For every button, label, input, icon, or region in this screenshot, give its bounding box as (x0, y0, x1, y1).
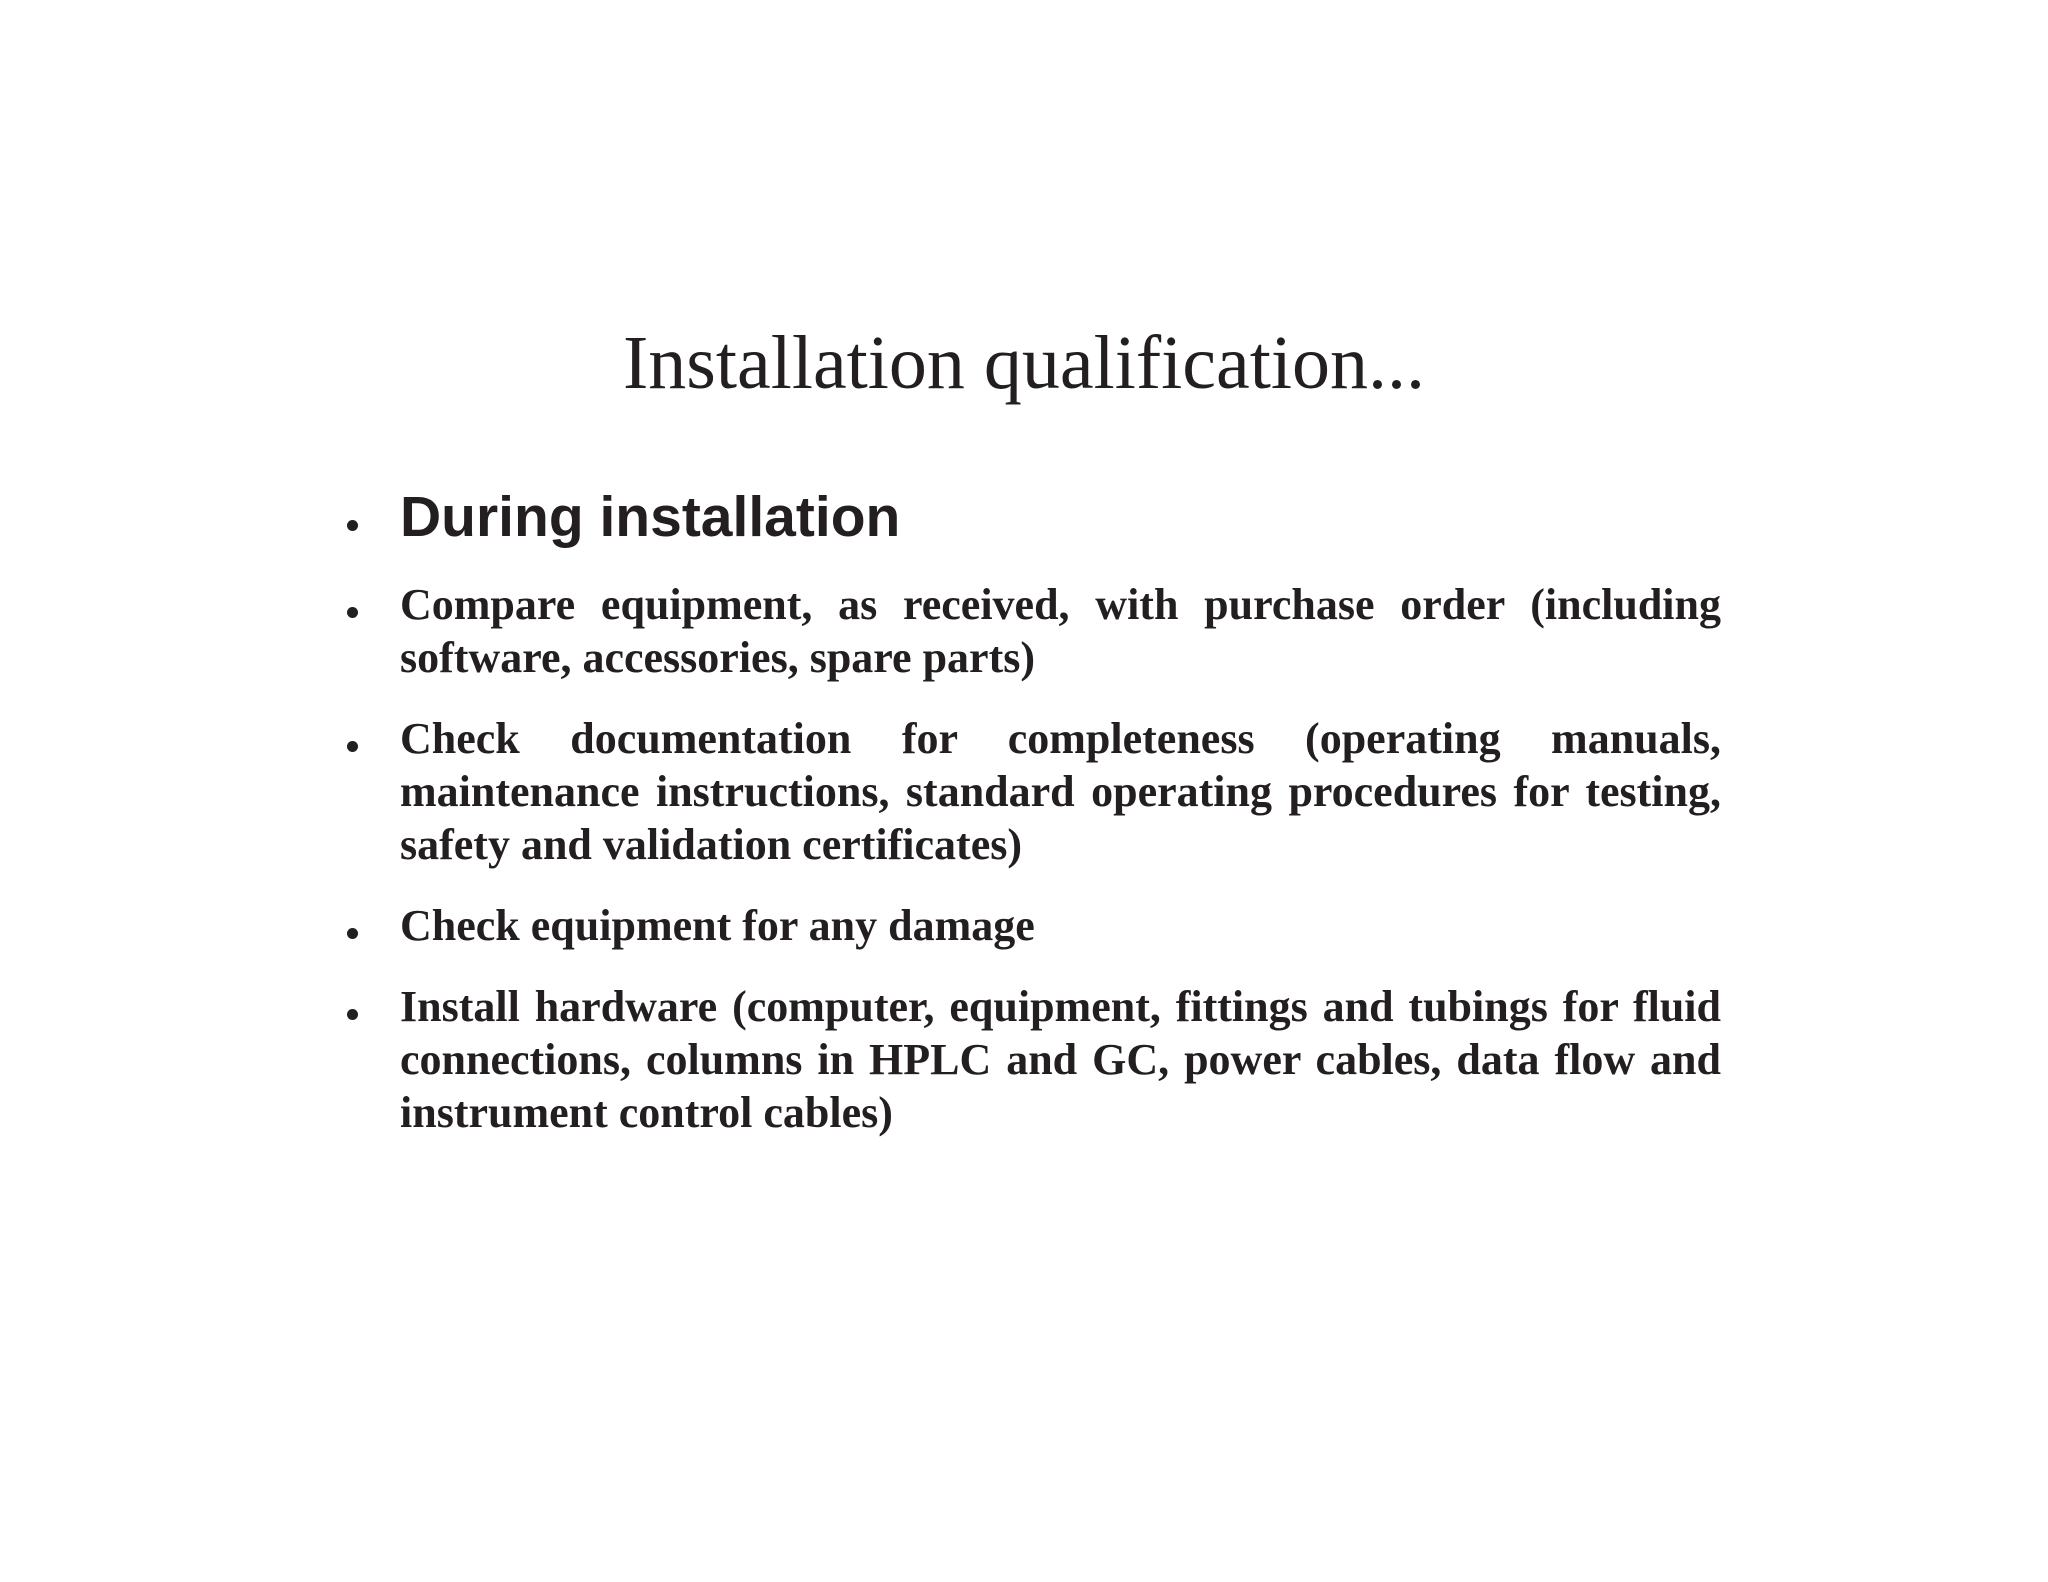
bullet-dot-icon (347, 1009, 358, 1020)
bullet-dot-icon (347, 928, 358, 939)
bullet-dot-icon (347, 607, 358, 618)
bullet-item (345, 712, 1721, 871)
bullet-dot-icon (347, 741, 358, 752)
bullet-heading-text: During installation (400, 485, 901, 549)
bullet-item-text: Check equipment for any damage (400, 901, 1035, 950)
bullet-list (345, 482, 1721, 1167)
bullet-item-text: Check documentation for completeness (operating manuals, maintenance instructions, standard operating procedures for testing, safety and validation certificates) (400, 714, 1721, 869)
bullet-item-text: Install hardware (computer, equipment, fittings and tubings for fluid connections, columns in HPLC and GC, power cables, data flow and instrument control cables) (400, 982, 1721, 1137)
bullet-item (345, 578, 1721, 684)
bullet-dot-icon (347, 520, 358, 531)
bullet-item (345, 899, 1721, 952)
bullet-item-text: Compare equipment, as received, with purchase order (including software, accessories, spare parts) (400, 580, 1721, 682)
bullet-item (345, 980, 1721, 1139)
bullet-heading (345, 482, 1721, 552)
slide-title: Installation qualification... (622, 321, 1425, 405)
